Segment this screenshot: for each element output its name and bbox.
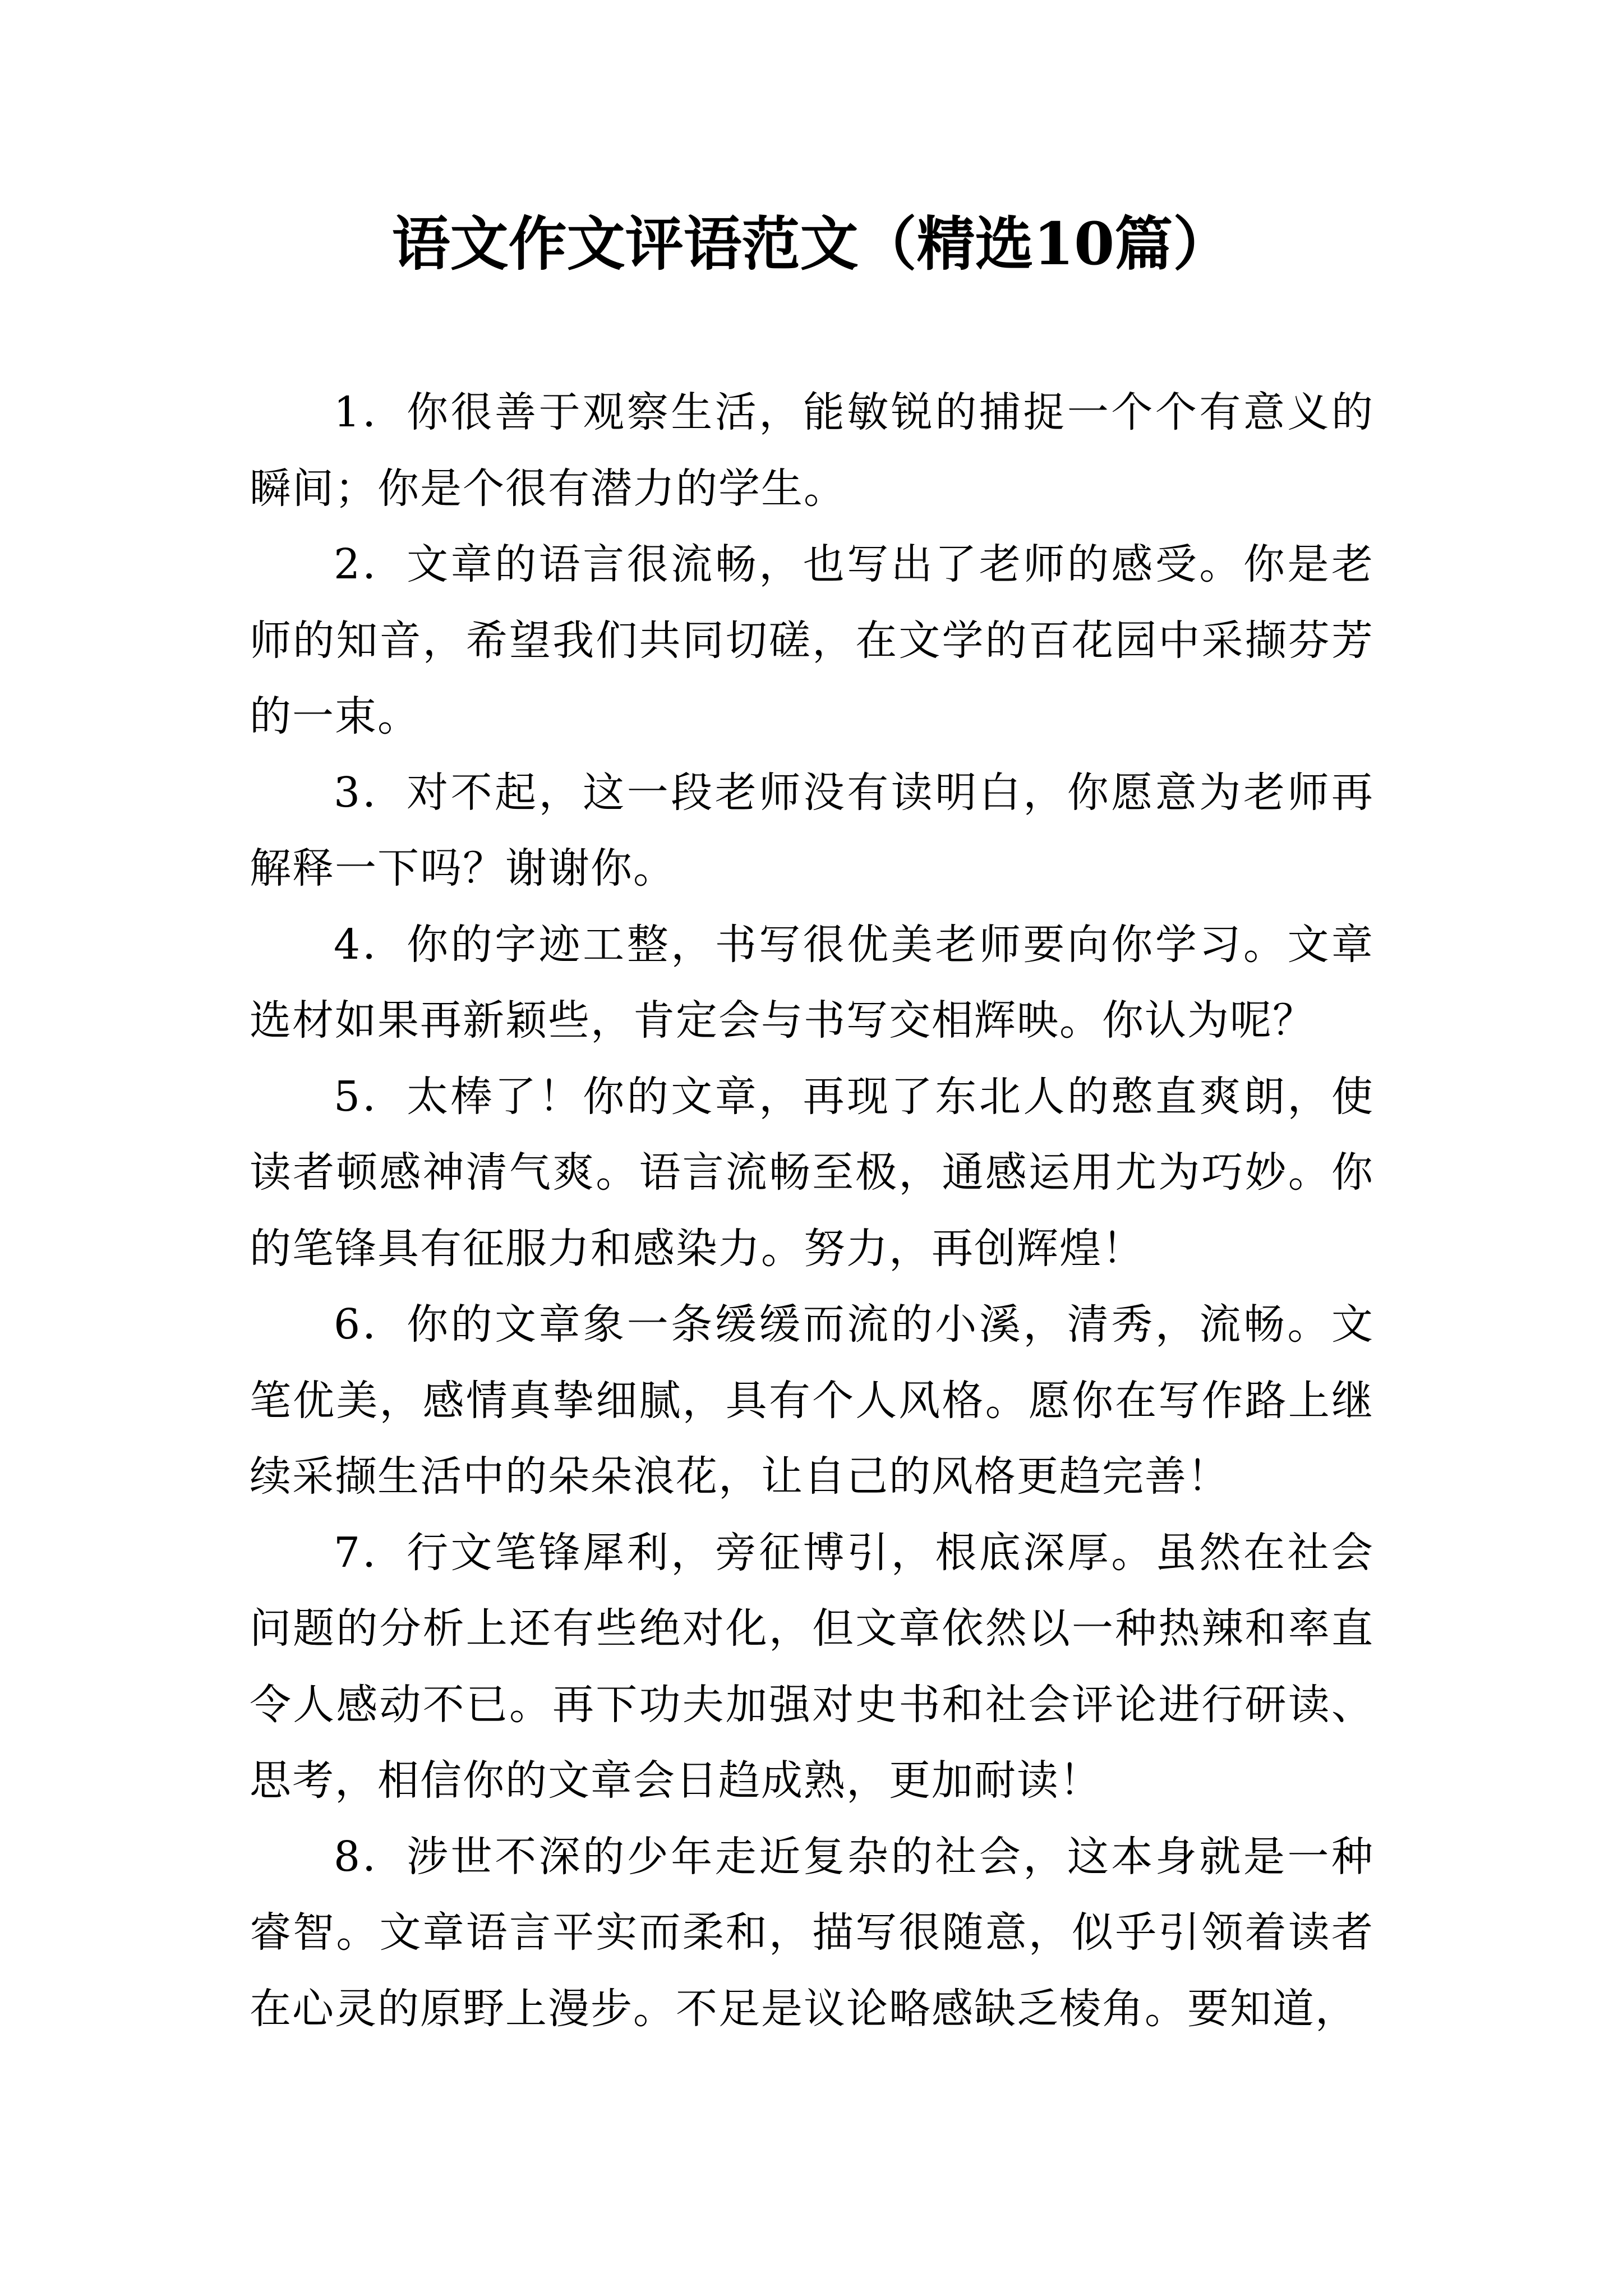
- comment-paragraph-8: 8．涉世不深的少年走近复杂的社会，这本身就是一种睿智。文章语言平实而柔和，描写很随意，似乎引领着读者在心灵的原野上漫步。不足是议论略感缺乏棱角。要知道，: [250, 1832, 1374, 2033]
- comment-paragraph-5: 5．太棒了！你的文章，再现了东北人的憨直爽朗，使读者顿感神清气爽。语言流畅至极，通感运用尤为巧妙。你的笔锋具有征服力和感染力。努力，再创辉煌！: [250, 1072, 1374, 1273]
- document-body: [250, 375, 1374, 2047]
- comment-paragraph-7: 7．行文笔锋犀利，旁征博引，根底深厚。虽然在社会问题的分析上还有些绝对化，但文章依然以一种热辣和率直令人感动不已。再下功夫加强对史书和社会评论进行研读、思考，相信你的文章会日趋成熟，更加耐读！: [250, 1528, 1374, 1805]
- document-title: 语文作文评语范文（精选10篇）: [391, 209, 1232, 278]
- comment-paragraph-4: 4．你的字迹工整，书写很优美老师要向你学习。文章选材如果再新颖些，肯定会与书写交相辉映。你认为呢？: [250, 920, 1374, 1045]
- comment-paragraph-6: 6．你的文章象一条缓缓而流的小溪，清秀，流畅。文笔优美，感情真挚细腻，具有个人风格。愿你在写作路上继续采撷生活中的朵朵浪花，让自己的风格更趋完善！: [250, 1300, 1374, 1501]
- comment-paragraph-3: 3．对不起，这一段老师没有读明白，你愿意为老师再解释一下吗？谢谢你。: [250, 768, 1374, 892]
- comment-paragraph-2: 2．文章的语言很流畅，也写出了老师的感受。你是老师的知音，希望我们共同切磋，在文学的百花园中采撷芬芳的一束。: [250, 540, 1374, 740]
- comment-paragraph-1: 1．你很善于观察生活，能敏锐的捕捉一个个有意义的瞬间；你是个很有潜力的学生。: [250, 388, 1374, 513]
